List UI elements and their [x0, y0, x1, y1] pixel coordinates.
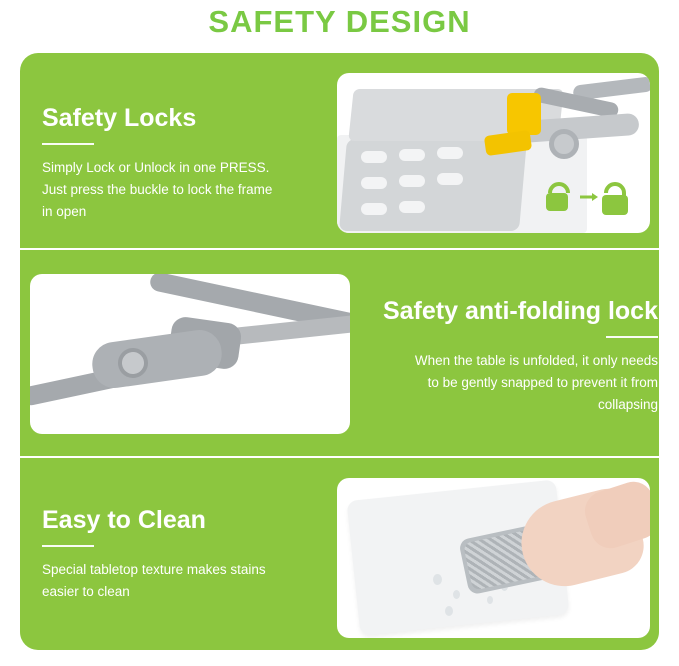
page-title: SAFETY DESIGN — [208, 4, 471, 39]
anti-folding-body-line-1: When the table is unfolded, it only needs — [414, 353, 658, 368]
frame-hole — [399, 149, 425, 161]
anti-folding-text — [368, 296, 658, 416]
frame-hole — [361, 177, 387, 189]
heading-rule — [42, 143, 94, 145]
anti-folding-body-line-2: to be gently snapped to prevent it from — [427, 375, 658, 390]
frame-hole — [437, 147, 463, 159]
water-drop — [433, 574, 442, 585]
yellow-buckle-upper — [507, 93, 541, 135]
easy-to-clean-heading: Easy to Clean — [42, 506, 206, 534]
arrow-icon — [580, 193, 598, 201]
frame-hole — [399, 175, 425, 187]
safety-locks-body-line-3: in open — [42, 204, 87, 219]
frame-hole — [361, 151, 387, 163]
safety-locks-heading: Safety Locks — [42, 104, 197, 132]
easy-to-clean-text — [42, 505, 322, 603]
water-drop — [453, 590, 460, 599]
easy-to-clean-body-line-2: easier to clean — [42, 584, 130, 599]
easy-to-clean-photo — [337, 478, 650, 638]
easy-to-clean-body-line-1: Special tabletop texture makes stains — [42, 562, 266, 577]
lock-state-icons — [542, 177, 634, 221]
unlock-icon — [546, 184, 568, 211]
safety-locks-body-line-1: Simply Lock or Unlock in one PRESS. — [42, 160, 270, 175]
frame-hole — [399, 201, 425, 213]
safety-locks-body-line-2: Just press the buckle to lock the frame — [42, 182, 273, 197]
frame-hole — [437, 173, 463, 185]
heading-rule — [42, 545, 94, 547]
heading-rule — [606, 336, 658, 338]
anti-folding-body-line-3: collapsing — [597, 397, 658, 412]
hinge-clamp — [89, 327, 224, 391]
water-drop — [445, 606, 453, 616]
safety-locks-text — [42, 103, 322, 223]
water-drop — [487, 596, 493, 604]
frame-hole — [361, 203, 387, 215]
safety-lock-buckle-photo — [337, 73, 650, 233]
anti-folding-hinge-photo — [30, 274, 350, 434]
hinge-pin — [549, 129, 579, 159]
lock-icon — [602, 184, 628, 215]
anti-folding-heading: Safety anti-folding lock — [382, 297, 658, 325]
